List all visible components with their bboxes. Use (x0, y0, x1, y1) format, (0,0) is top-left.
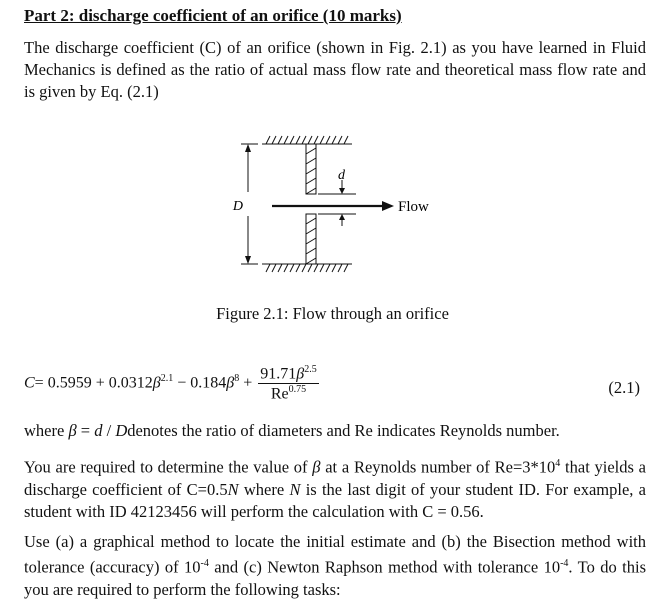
where-paragraph: where β = d / Ddenotes the ratio of diameters and Re indicates Reynolds number. (24, 421, 560, 440)
orifice-figure (200, 128, 480, 288)
eq-exp-2: 8 (234, 373, 240, 385)
equation-2-1 (24, 364, 319, 404)
eq-beta-2: β (226, 374, 235, 392)
top-wall-hatch (266, 136, 348, 144)
eq-fraction (258, 364, 318, 404)
method-paragraph: Use (a) a graphical method to locate the initial estimate and (b) the Bisection method with tolerance (accuracy) of $10^{-4}$ and (c) Newton Raphson method with tolerance $10^{-4}$. To do this you are required to perform the following tasks: (24, 532, 646, 599)
eq-exp-4: 0.75 (288, 384, 307, 396)
label-flow: Flow (398, 199, 429, 215)
section-heading: Part 2: discharge coefficient of an orifice (10 marks) (24, 6, 402, 25)
eq-exp-1: 2.1 (160, 373, 174, 385)
eq-term-2: − 0.184 (173, 374, 227, 392)
label-D: D (232, 199, 243, 214)
task-paragraph: You are required to determine the value of β at a Reynolds number of $Re=3*10^4$ that yields a discharge coefficient of C=0.5N where N is the last digit of your student ID. For example, a student with ID 42123456 will perform the calculation with C = 0.56. (24, 457, 647, 521)
eq-denominator: Re (270, 385, 289, 403)
eq-plus: + (239, 374, 257, 392)
equation-number: (2.1) (608, 378, 640, 397)
eq-C: C (24, 374, 35, 392)
label-d: d (338, 168, 345, 183)
intro-paragraph: The discharge coefficient (C) of an orifice (shown in Fig. 2.1) as you have learned in Fluid Mechanics is defined as the ratio of actual mass flow rate and theoretical mass flow rate and is given by Eq. (2.1) (24, 38, 646, 101)
bottom-wall-hatch (266, 264, 348, 272)
figure-caption: Figure 2.1: Flow through an orifice (216, 304, 449, 323)
flow-arrow-icon (382, 201, 394, 211)
eq-beta-1: β (152, 374, 161, 392)
eq-beta-3: β (296, 365, 305, 383)
eq-term-1: = 0.5959 + 0.0312 (34, 374, 153, 392)
eq-numerator: 91.71 (260, 365, 297, 383)
eq-exp-3: 2.5 (304, 364, 317, 375)
